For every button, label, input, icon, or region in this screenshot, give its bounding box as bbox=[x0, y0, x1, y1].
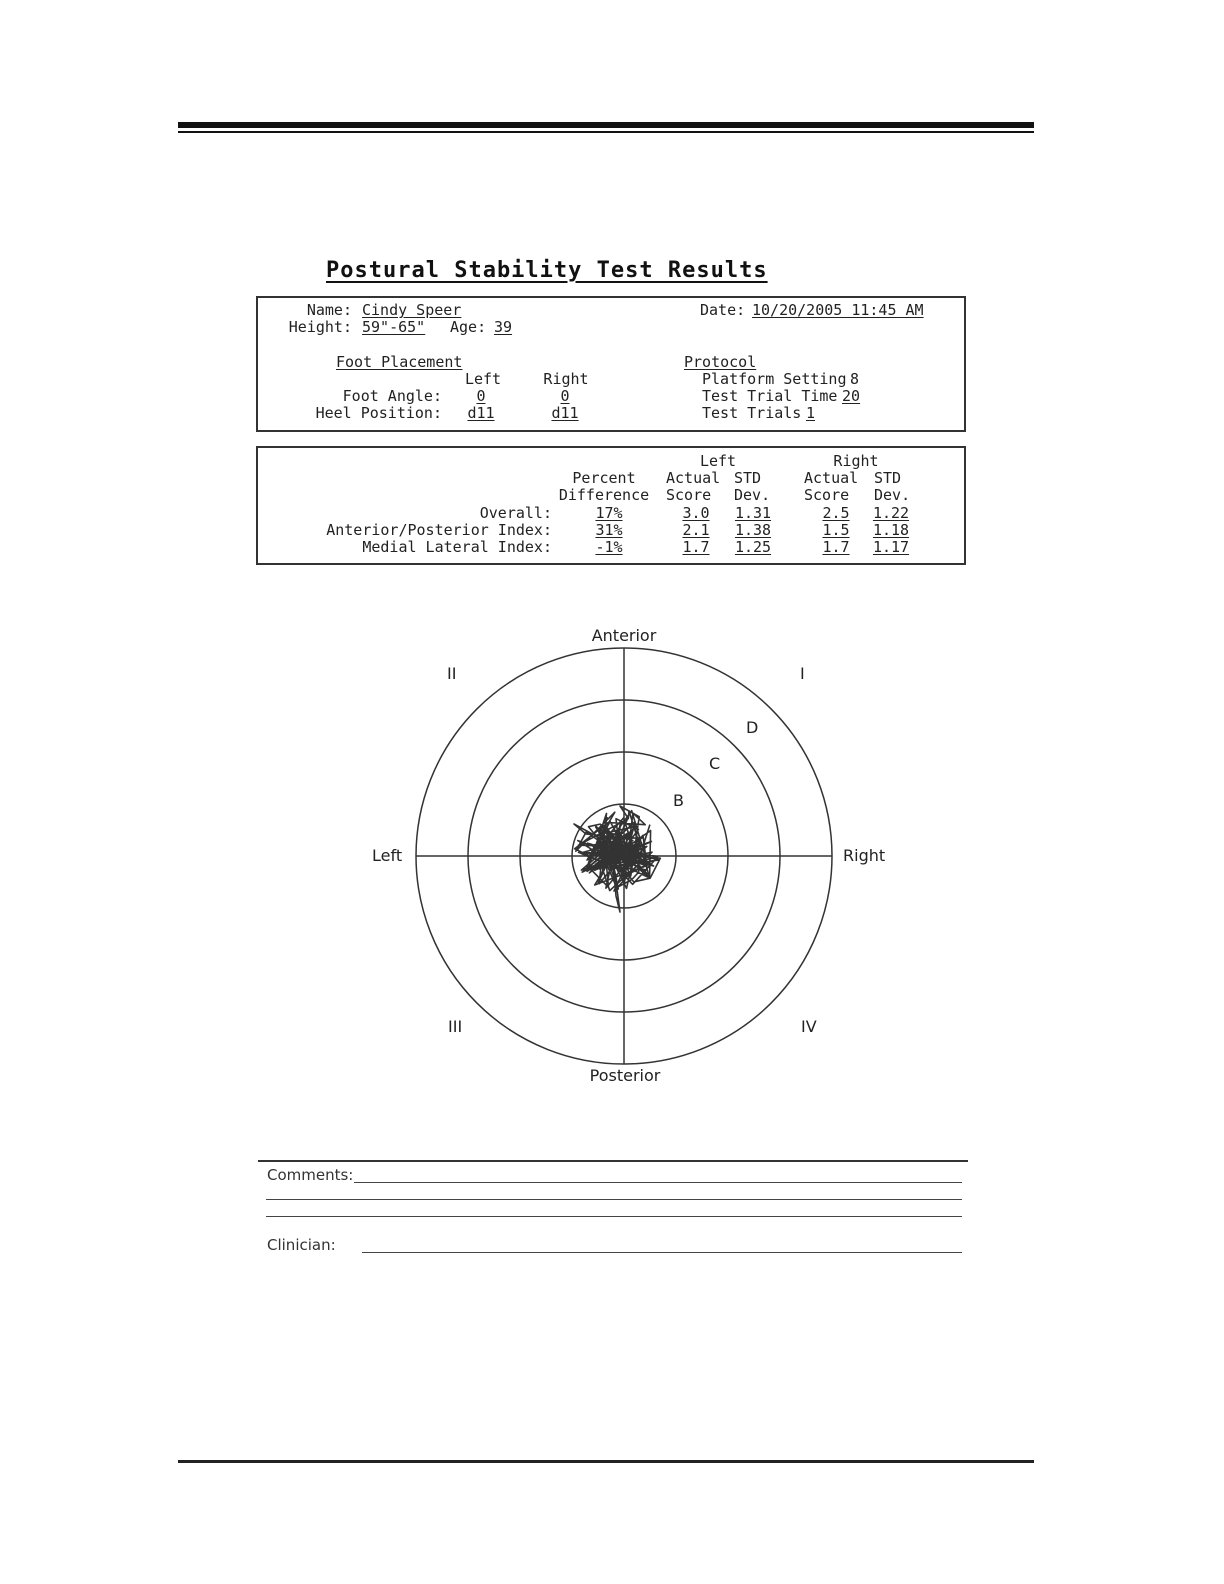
platform-setting-value: 8 bbox=[850, 370, 860, 388]
overall-left-std: 1.31 bbox=[734, 504, 772, 522]
heel-position-left: d11 bbox=[467, 404, 495, 422]
foot-placement-heading: Foot Placement bbox=[336, 353, 463, 371]
ap-index-label: Anterior/Posterior Index: bbox=[326, 521, 552, 539]
zone-b-label: B bbox=[673, 791, 684, 810]
heel-position-label: Heel Position: bbox=[315, 404, 442, 422]
ap-index-right-actual: 1.5 bbox=[822, 521, 850, 539]
stability-target-plot bbox=[340, 620, 900, 1090]
left-direction-label: Left bbox=[372, 846, 403, 865]
left-actual-header: Actual bbox=[666, 469, 721, 487]
ml-index-right-std: 1.17 bbox=[872, 538, 910, 556]
test-date: 10/20/2005 11:45 AM bbox=[752, 301, 924, 319]
comments-line-2[interactable] bbox=[266, 1199, 962, 1200]
foot-col-right: Right bbox=[543, 370, 589, 388]
ap-index-right-std: 1.18 bbox=[872, 521, 910, 539]
protocol-heading: Protocol bbox=[684, 353, 757, 371]
ap-index-left-actual: 2.1 bbox=[682, 521, 710, 539]
overall-label: Overall: bbox=[479, 504, 552, 522]
difference-header: Difference bbox=[558, 486, 650, 504]
test-trials-value: 1 bbox=[806, 404, 816, 422]
left-dev-header: Dev. bbox=[734, 486, 771, 504]
comments-divider bbox=[258, 1160, 968, 1162]
left-std-header: STD bbox=[734, 469, 762, 487]
ap-index-pct: 31% bbox=[595, 521, 623, 539]
top-rule-thin bbox=[178, 131, 1034, 133]
overall-left-actual: 3.0 bbox=[682, 504, 710, 522]
left-score-header: Score bbox=[666, 486, 712, 504]
ml-index-label: Medial Lateral Index: bbox=[362, 538, 552, 556]
sway-trace bbox=[574, 806, 660, 912]
overall-pct: 17% bbox=[595, 504, 623, 522]
name-label: Name: bbox=[306, 301, 352, 319]
scores-box bbox=[256, 446, 966, 565]
patient-age: 39 bbox=[494, 318, 513, 336]
quadrant-ii-label: II bbox=[447, 664, 457, 683]
comments-line-3[interactable] bbox=[266, 1216, 962, 1217]
ml-index-pct: -1% bbox=[595, 538, 623, 556]
posterior-label: Posterior bbox=[589, 1066, 661, 1085]
right-dev-header: Dev. bbox=[874, 486, 911, 504]
comments-line-1[interactable] bbox=[354, 1182, 962, 1183]
foot-angle-label: Foot Angle: bbox=[342, 387, 442, 405]
right-score-header: Score bbox=[804, 486, 850, 504]
scores-group-left: Left bbox=[699, 452, 737, 470]
quadrant-iii-label: III bbox=[448, 1017, 463, 1036]
overall-right-actual: 2.5 bbox=[822, 504, 850, 522]
document-title: Postural Stability Test Results bbox=[326, 258, 768, 283]
age-label: Age: bbox=[450, 318, 487, 336]
clinician-line[interactable] bbox=[362, 1252, 962, 1253]
overall-right-std: 1.22 bbox=[872, 504, 910, 522]
ml-index-left-actual: 1.7 bbox=[682, 538, 710, 556]
top-rule-thick bbox=[178, 122, 1034, 128]
right-direction-label: Right bbox=[843, 846, 886, 865]
anterior-label: Anterior bbox=[591, 626, 657, 645]
quadrant-iv-label: IV bbox=[801, 1017, 817, 1036]
patient-height: 59"-65" bbox=[362, 318, 426, 336]
foot-angle-left: 0 bbox=[476, 387, 486, 405]
comments-label: Comments: bbox=[267, 1166, 354, 1184]
heel-position-right: d11 bbox=[551, 404, 579, 422]
zone-d-label: D bbox=[746, 718, 759, 737]
trial-time-value: 20 bbox=[842, 387, 861, 405]
clinician-label: Clinician: bbox=[267, 1236, 336, 1254]
test-trials-label: Test Trials bbox=[702, 404, 802, 422]
foot-angle-right: 0 bbox=[560, 387, 570, 405]
patient-info-box bbox=[256, 296, 966, 432]
zone-c-label: C bbox=[709, 754, 721, 773]
ml-index-right-actual: 1.7 bbox=[822, 538, 850, 556]
foot-col-left: Left bbox=[464, 370, 502, 388]
ap-index-left-std: 1.38 bbox=[734, 521, 772, 539]
platform-setting-label: Platform Setting bbox=[702, 370, 847, 388]
height-label: Height: bbox=[288, 318, 352, 336]
bottom-rule bbox=[178, 1460, 1034, 1463]
ml-index-left-std: 1.25 bbox=[734, 538, 772, 556]
percent-header: Percent bbox=[572, 469, 636, 487]
date-label: Date: bbox=[700, 301, 746, 319]
right-actual-header: Actual bbox=[804, 469, 859, 487]
trial-time-label: Test Trial Time bbox=[702, 387, 838, 405]
patient-name: Cindy Speer bbox=[362, 301, 462, 319]
right-std-header: STD bbox=[874, 469, 902, 487]
scores-group-right: Right bbox=[833, 452, 879, 470]
quadrant-i-label: I bbox=[800, 664, 805, 683]
comments-section bbox=[258, 1160, 968, 1270]
sway-trace-line bbox=[574, 806, 660, 912]
